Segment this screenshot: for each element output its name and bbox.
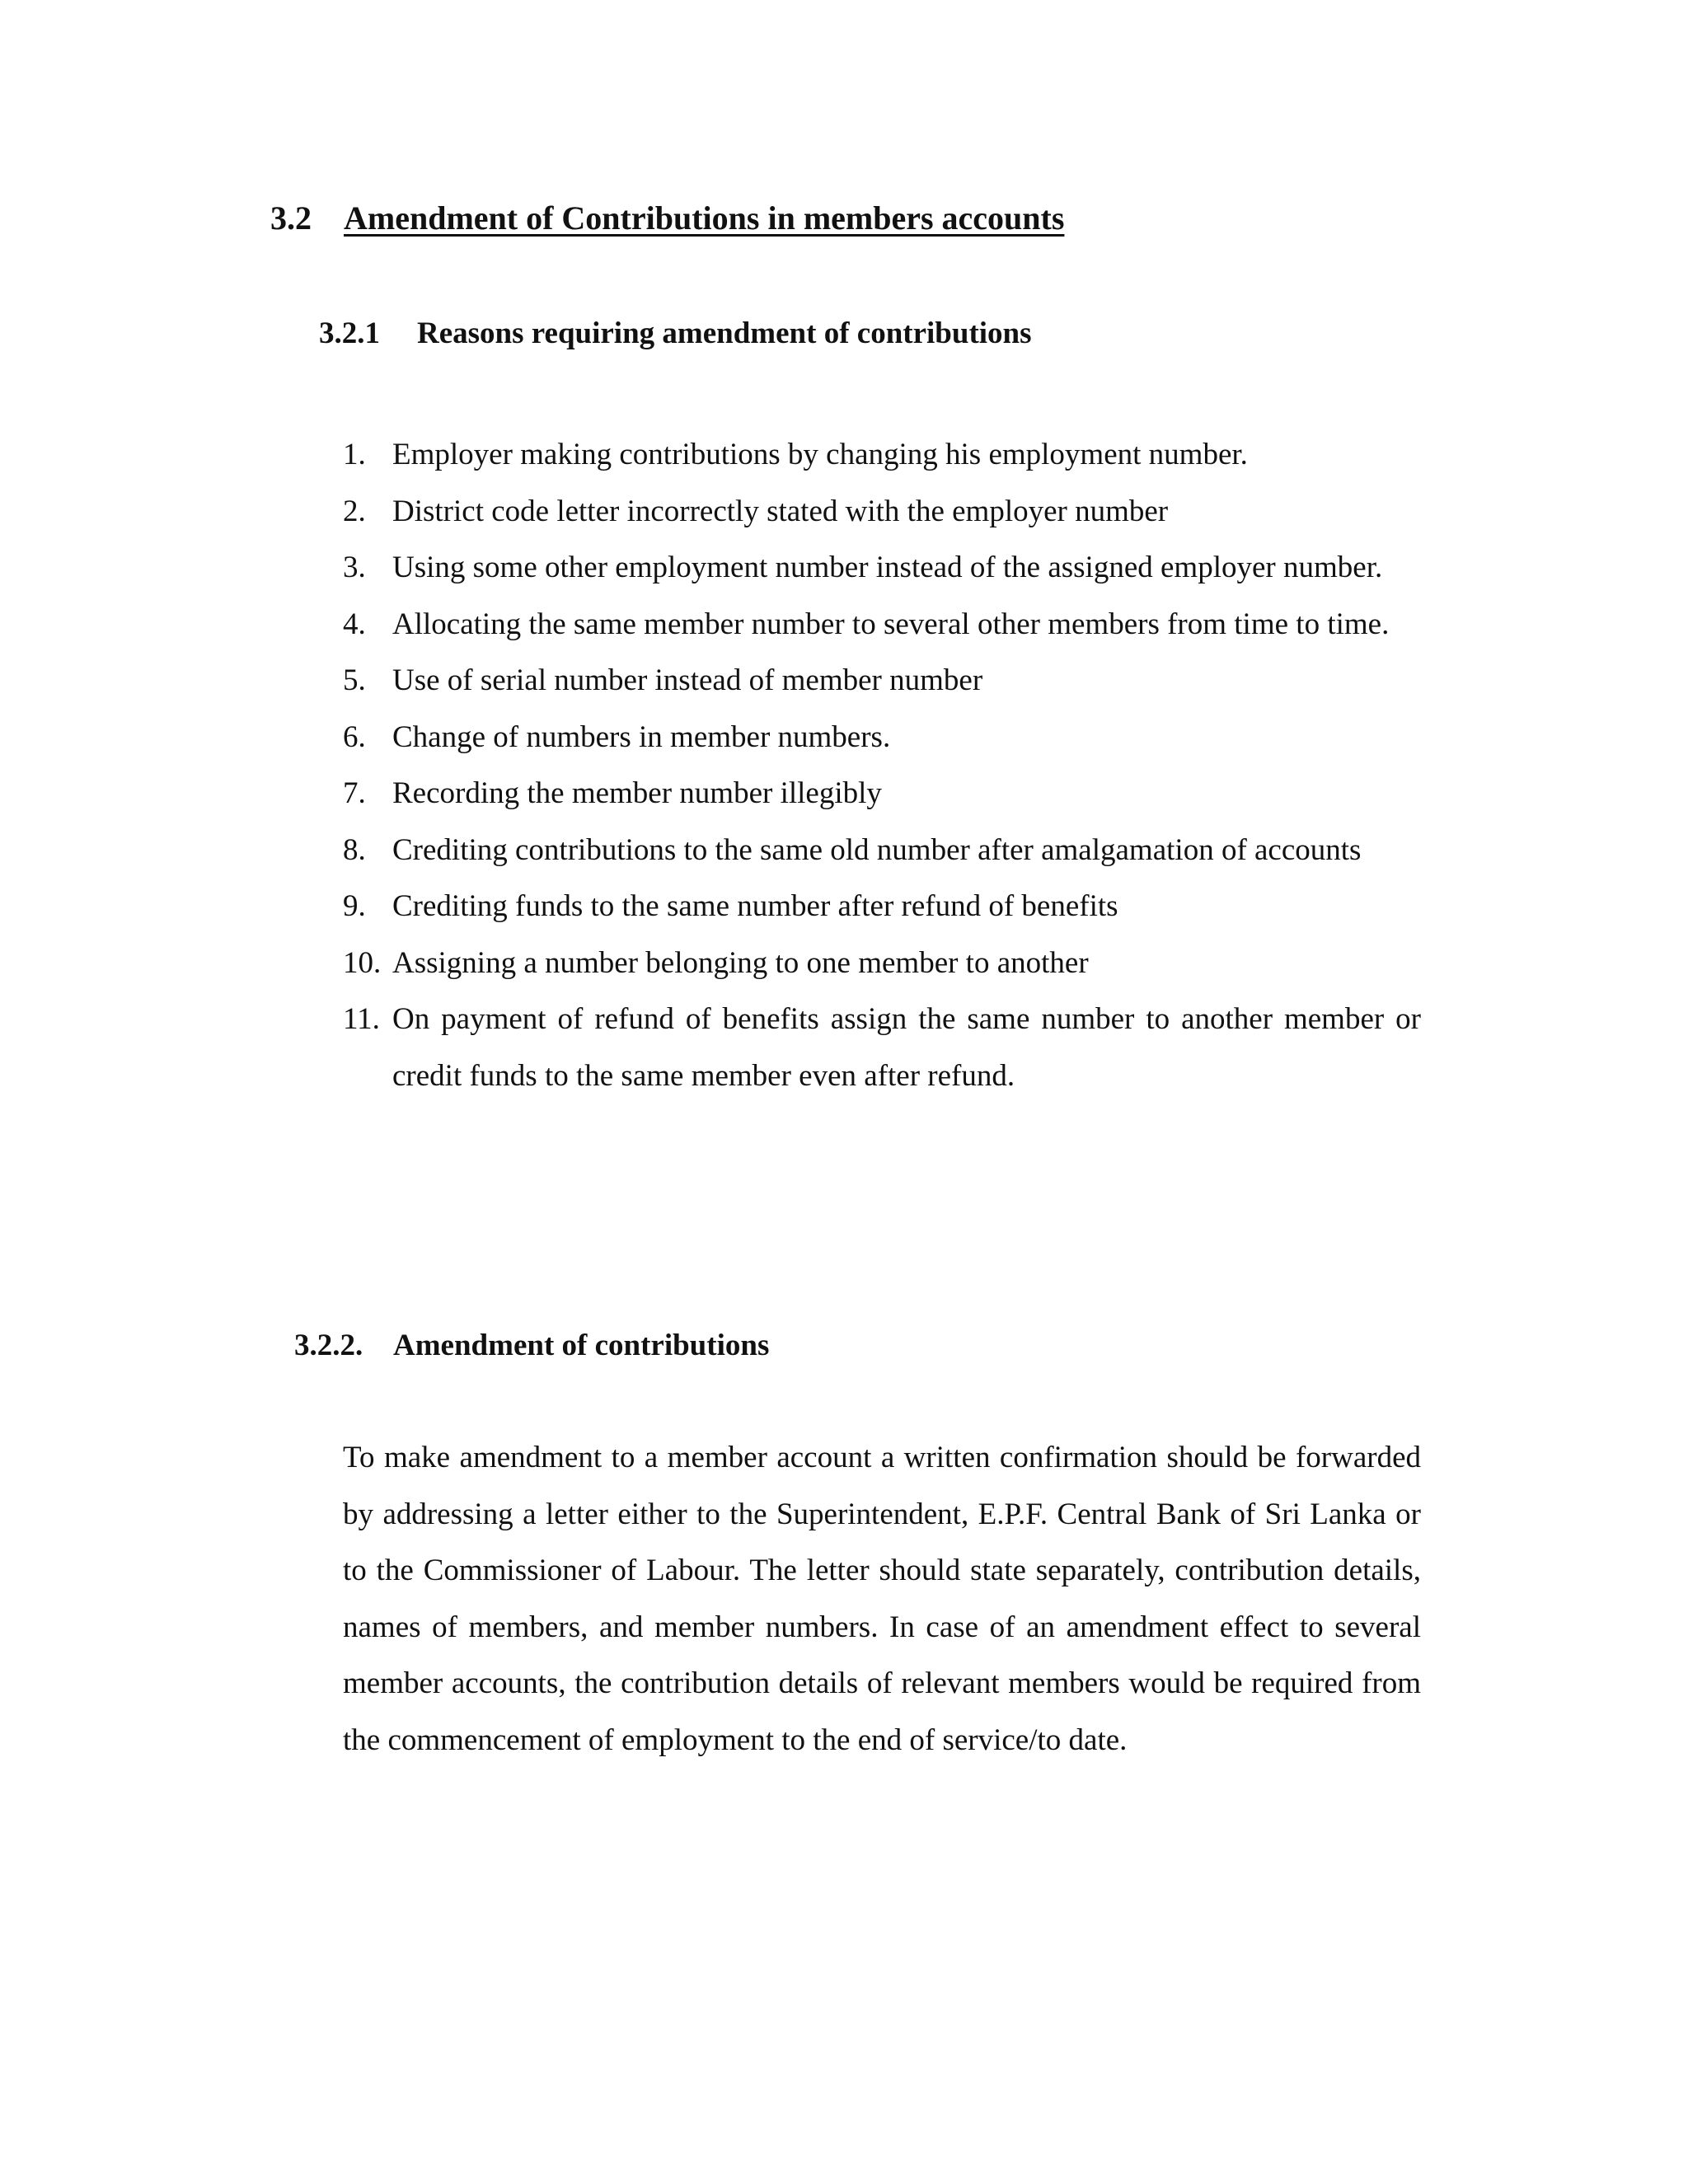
list-item-text: Recording the member number illegibly [392, 776, 882, 810]
list-item-number: 7. [343, 776, 366, 810]
reasons-list [343, 427, 1421, 1104]
list-item-text: Crediting contributions to the same old number after amalgamation of accounts [392, 832, 1362, 867]
list-item [343, 653, 1421, 710]
list-item-text: Use of serial number instead of member number [392, 663, 983, 697]
list-item-text: On payment of refund of benefits assign the same number to another member or credit funds to the same member even after refund. [392, 1002, 1421, 1093]
section-heading [270, 198, 1064, 239]
list-item-text: Allocating the same member number to several other members from time to time. [392, 607, 1390, 641]
subsection-title: Amendment of contributions [393, 1329, 770, 1362]
list-item [343, 710, 1421, 766]
list-item-text: Change of numbers in member numbers. [392, 719, 891, 754]
list-item-number: 10. [343, 945, 382, 980]
list-item [343, 427, 1421, 484]
list-item-number: 8. [343, 832, 366, 867]
list-item [343, 991, 1421, 1104]
list-item [343, 766, 1421, 823]
list-item-number: 5. [343, 663, 366, 697]
list-item-number: 1. [343, 438, 366, 471]
list-item-number: 9. [343, 889, 366, 923]
list-item-text: Assigning a number belonging to one member to another [392, 945, 1089, 980]
section-title: Amendment of Contributions in members accounts [344, 199, 1065, 237]
list-item [343, 823, 1421, 879]
list-item [343, 879, 1421, 935]
list-item-number: 2. [343, 494, 366, 528]
subsection-title: Reasons requiring amendment of contributions [417, 316, 1032, 350]
amendment-paragraph: To make amendment to a member account a written confirmation should be forwarded by addressing a letter either to the Superintendent, E.P.F. Central Bank of Sri Lanka or to the Commissioner of Labour. The letter should state separately, contribution details, names of members, and member numbers. In case of an amendment effect to several member accounts, the contribution details of relevant members would be required from the commencement of employment to the end of service/to date. [343, 1441, 1421, 1757]
list-item-text: District code letter incorrectly stated with the employer number [392, 494, 1169, 528]
subsection-number: 3.2.2. [294, 1329, 363, 1362]
list-item-number: 6. [343, 719, 366, 754]
list-item-text: Using some other employment number instead of the assigned employer number. [392, 551, 1383, 584]
list-item [343, 935, 1421, 992]
subsection-number: 3.2.1 [319, 316, 380, 350]
list-item-number: 3. [343, 551, 366, 584]
list-item [343, 597, 1421, 654]
list-item [343, 540, 1421, 597]
list-item-number: 4. [343, 607, 366, 641]
section-number: 3.2 [270, 199, 312, 237]
list-item-text: Crediting funds to the same number after refund of benefits [392, 889, 1118, 923]
subsection-heading-amendment [294, 1327, 769, 1365]
list-item-number: 11. [343, 1002, 380, 1036]
list-item [343, 484, 1421, 541]
list-item-text: Employer making contributions by changing his employment number. [392, 438, 1248, 471]
subsection-heading-reasons [319, 315, 1032, 353]
